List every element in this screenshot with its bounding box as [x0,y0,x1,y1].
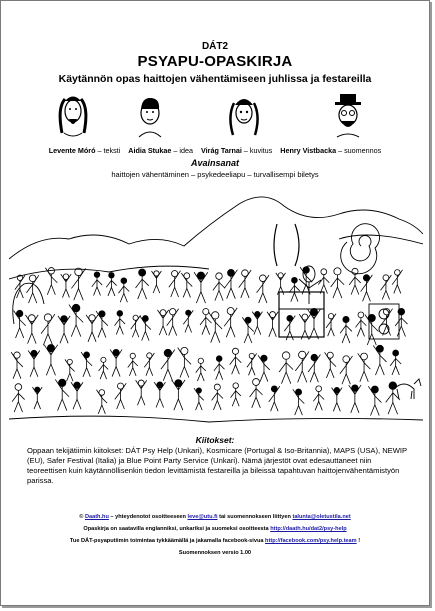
dancer-figure [167,309,179,336]
dancer-figure [307,308,321,339]
dancer-figure [326,313,336,336]
dancer-figure [196,358,206,381]
dancer-figure [392,270,402,294]
dancer-figure [99,357,109,379]
dancer-figure [131,315,141,337]
footer-line-availability [1,523,429,535]
dancer-figure [365,314,379,345]
document-subtitle: Käytännön opas haittojen vähentämiseen juhlissa ja festareilla [58,73,372,85]
dancer-figure [340,316,352,343]
dancer-figure [332,387,343,411]
dancer-figure [55,379,69,410]
email-link-leve[interactable]: leve@utu.fi [187,514,218,520]
dancer-figure [231,383,241,406]
dancer-figure [86,315,98,342]
dancer-figure [110,349,122,376]
dancer-figure [65,359,75,381]
dancer-figure [361,275,373,302]
dancer-figure [313,386,324,410]
dancer-figure [373,345,386,375]
dancer-figure [136,269,149,299]
email-link-talunta[interactable]: talunta@oletustila.net [292,514,351,520]
footer-text: Opaskirja on saatavilla englanniksi, unkariksi ja suomeksi osoitteesta [83,526,271,532]
dancer-figure [81,352,92,377]
dancer-figure [181,273,192,298]
author-portrait-2 [133,93,167,141]
dancer-figure [250,379,263,408]
author-role: – teksti [97,146,121,155]
dancer-figure [41,314,55,345]
dancer-figure [239,270,251,298]
dancer-figure [318,269,329,294]
dancer-figure [208,312,222,343]
dancer-figure [200,309,212,335]
dancer-figure [144,353,154,376]
dancer-figure [140,316,151,341]
author-name: Levente Móró [48,146,96,155]
dancer-figure [128,353,138,376]
dancer-figure [28,350,40,376]
keywords-text: haittojen vähentäminen – psykedeeliapu – turvallisempi biletys [111,170,319,179]
dancer-figure [390,350,401,375]
psy-help-link[interactable]: http://daath.hu/dat2/psy-help [270,526,347,532]
author-name: Aidia Stukae [128,146,172,155]
dancer-figure [12,384,25,412]
dancer-figure [32,387,42,409]
dancer-figure [58,316,70,344]
thanks-text: Oppaan tekijätiimin kiitokset: DÁT Psy Help (Unkari), Kosmicare (Portugal & Iso-Britannia), MAPS (USA), NEWIP (EU), Safer Festival (Italia) ja Blue Point Party Service (Unkari). Nämä järjestöt ovat edesauttaneet niin teoreettisen kuin käytännöllisenkin tiedon levittämistä festareilla ja bileissä tapahtuvan haittojenvähentämistyön parissa. [27,446,407,485]
dancer-figure [299,314,310,339]
dancer-figure [358,353,371,382]
festival-crowd-illustration [9,184,423,429]
dancer-figure [172,380,185,411]
footer-text: – yhteydenotot osoitteeseen [108,514,188,520]
dancer-figure [169,270,181,297]
footer-line-contact [1,511,429,523]
dancer-figure [161,349,175,380]
dancer-figure [45,268,57,295]
dancer-figure [115,383,126,409]
dancer-figure [340,356,353,385]
dancer-figure [257,275,269,303]
author-role: – kuvitus [243,146,273,155]
dancer-figure [71,268,85,300]
dancer-figure [325,352,336,378]
footer-line-facebook [1,535,429,547]
dancer-figure [11,352,23,379]
mountain-line [9,197,423,259]
dancer-figure [247,353,257,375]
dancer-figure [26,275,38,303]
dancer-figure [225,269,238,298]
dancer-figure [44,344,58,375]
author-portrait-3 [227,93,261,141]
spiral-icon [341,224,380,274]
dancer-figure [154,382,165,408]
footer-line-version: Suomennoksen versio 1.00 [178,550,252,556]
dancer-figure [14,310,26,338]
dancer-figure [381,308,393,335]
dancer-figure [368,386,381,416]
dancer-figure [289,277,300,301]
dancer-figure [194,272,208,303]
dancer-figure [269,386,280,411]
thanks-title: Kiitokset: [195,435,235,445]
author-role: – idea [173,146,193,155]
dancer-figure [157,310,168,336]
footer-text: tai suomennokseen liittyen [217,514,293,520]
dancer-figure [136,380,147,405]
author-portrait-1 [56,93,90,141]
dancer-figure [118,278,129,302]
dancer-figure [152,271,162,293]
dancer-figure [295,351,309,382]
dancer-figure [214,356,225,380]
document-code: DÁT2 [201,41,229,52]
crowd-figures [11,267,407,416]
dancer-figure [96,390,107,414]
dancer-figure [267,312,278,337]
dancer-figure [293,389,305,415]
document-title: PSYAPU-OPASKIRJA [137,53,293,70]
footer-text: ! [356,538,361,544]
author-name: Virág Tarnai [201,146,242,155]
dancer-figure [242,317,253,343]
dancer-figure [300,267,312,295]
author-role: – suomennos [338,146,382,155]
author-name: Henry Vistbacka [280,146,337,155]
author-portraits [1,93,429,143]
dancer-figure [224,308,237,338]
dancer-figure [194,388,204,410]
copyright-symbol: © [79,514,85,520]
dancer-figure [69,304,83,336]
dancer-figure [395,308,407,336]
daath-link[interactable]: Daath.hu [84,514,109,520]
dancer-figure [213,273,225,301]
footer [1,511,429,559]
dancer-figure [230,348,242,374]
dancer-figure [25,315,38,344]
dancer-figure [308,354,320,382]
dancer-figure [331,268,344,298]
dancer-figure [61,274,71,298]
dancer-figure [178,347,191,377]
footer-text: Tue DÁT-psyaputiimin toimintaa tykkäämällä ja jakamalla facebook-sivua [69,538,266,544]
author-portrait-4 [331,93,365,141]
dancer-figure [356,312,367,336]
dancer-figure [258,355,270,381]
dancer-figure [183,310,193,332]
dancer-figure [71,382,83,409]
author-credits [1,146,429,155]
dancer-figure [15,275,25,298]
keywords-title: Avainsanat [190,158,240,168]
dancer-figure [106,272,116,295]
dancer-figure [212,384,223,410]
dancer-figure [349,385,361,413]
dancer-figure [279,352,293,384]
dancer-figure [115,311,126,335]
dancer-figure [380,275,391,300]
facebook-link[interactable]: http://facebook.com/psy.help.team [265,538,357,544]
dancer-figure [386,382,400,414]
dancer-figure [92,272,102,296]
